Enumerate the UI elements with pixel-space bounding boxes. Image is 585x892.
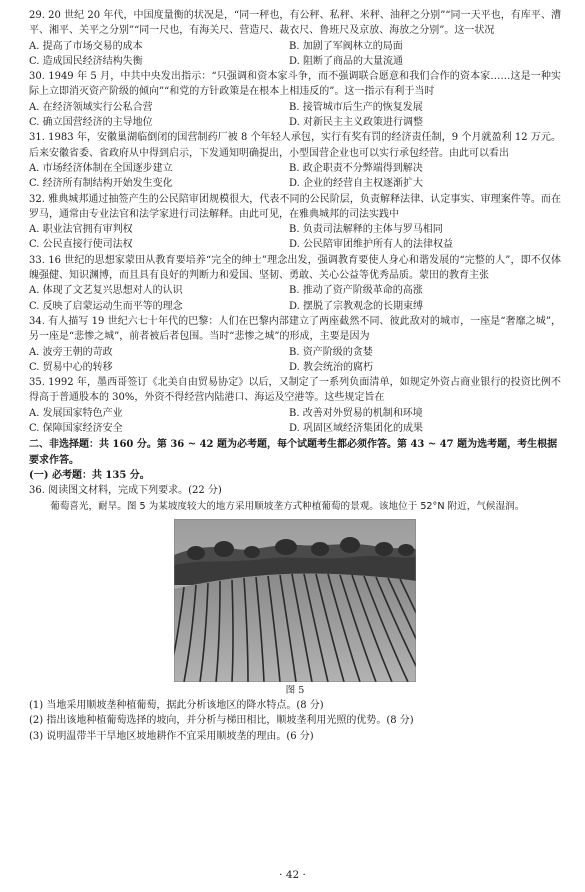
option-a: A. 市场经济体制在全国逐步建立 — [29, 162, 173, 174]
option-b: B. 接管城市后生产的恢复发展 — [289, 101, 423, 113]
options-grid — [29, 406, 561, 437]
option-b: B. 负责司法解释的主体与罗马相同 — [289, 224, 443, 236]
option-c: C. 确立国营经济的主导地位 — [29, 117, 153, 129]
question-stem: 36. 阅读图文材料，完成下列要求。(22 分) — [29, 485, 222, 497]
option-a: A. 在经济领域实行公私合营 — [29, 101, 153, 113]
option-a: A. 职业法官拥有审判权 — [29, 224, 133, 236]
option-b: B. 资产阶级的贪婪 — [289, 346, 373, 358]
question-stem: 31. 1983 年，安徽巢湖临倒闭的国营制药厂被 8 个年轻人承包，实行有奖有罚的经济责任制，9 个月就盈利 12 万元。后来安徽省委、省政府从中得到启示，下发通知明确提出，小型国营企业也可以实行承包经营。由此可以看出 — [29, 132, 561, 159]
options-grid — [29, 161, 561, 192]
options-grid — [29, 100, 561, 131]
vineyard-photo — [174, 519, 416, 682]
option-a: A. 提高了市场交易的成本 — [29, 40, 143, 52]
option-d: D. 对新民主主义政策进行调整 — [289, 117, 424, 129]
option-b: B. 政企职责不分弊端得到解决 — [289, 162, 423, 174]
option-d: D. 教会统治的腐朽 — [289, 361, 374, 373]
question-29 — [29, 8, 561, 69]
question-34 — [29, 314, 561, 375]
option-c: C. 贸易中心的转移 — [29, 361, 113, 373]
option-a: A. 发展国家特色产业 — [29, 407, 123, 419]
question-36 — [29, 483, 561, 744]
options-grid — [29, 283, 561, 314]
question-33 — [29, 253, 561, 314]
question-stem: 33. 16 世纪的思想家蒙田从教育要培养“完全的绅士”理念出发，强调教育要使人身心和谐发展的“完整的人”，即不仅体魄强健、知识渊博，而且具有良好的判断力和爱国、坚韧、勇敢、关心公益等优秀品质。蒙田的教育主张 — [29, 254, 561, 282]
question-stem: 29. 20 世纪 20 年代，中国度量衡的状况是，“同一秤也，有公秤、私秤、米秤、油秤之分别”“同一天平也，有库平、漕平、湘平、关平之分别”“同一尺也，有海关尺、营造尺、裁衣尺、鲁班尺及京放、海放之分别”。这一状况 — [29, 10, 561, 37]
options-grid — [29, 345, 561, 376]
option-b: B. 推动了资产阶级革命的高涨 — [289, 285, 423, 297]
option-b: B. 改善对外贸易的机制和环境 — [289, 407, 423, 419]
option-d: D. 公民陪审团维护所有人的法律权益 — [289, 239, 454, 251]
options-grid — [29, 39, 561, 70]
option-d: D. 阻断了商品的大量流通 — [289, 55, 404, 67]
option-a: A. 体现了文艺复兴思想对人的认识 — [29, 285, 183, 297]
page-number: · 42 · — [279, 869, 306, 881]
question-stem: 34. 有人描写 19 世纪六七十年代的巴黎：人们在巴黎内部建立了两座截然不同、彼此敌对的城市，一座是“奢靡之城”，另一座是“悲惨之城”，前者被后者包围。当时“悲惨之城”的形成，主要是因为 — [29, 315, 561, 343]
question-31 — [29, 130, 561, 191]
subsection-heading: (一) 必考题：共 135 分。 — [29, 469, 150, 481]
subquestion-2: (2) 指出该地种植葡萄选择的坡向，并分析与梯田相比，顺坡垄利用光照的优势。(8 分) — [29, 715, 414, 727]
options-grid — [29, 222, 561, 253]
subquestion-3: (3) 说明温带半干旱地区坡地耕作不宜采用顺坡垄的理由。(6 分) — [29, 730, 314, 742]
option-b: B. 加剧了军阀林立的局面 — [289, 40, 403, 52]
option-c: C. 保障国家经济安全 — [29, 423, 123, 435]
option-c: C. 经济所有制结构开始发生变化 — [29, 178, 173, 190]
question-stem: 32. 雅典城邦通过抽签产生的公民陪审团规模很大，代表不同的公民阶层，负责解释法律、认定事实、审理案件等。而在罗马，通常由专业法官和法学家进行司法解释。由此可见，在雅典城邦的司法实践中 — [29, 193, 561, 220]
question-35 — [29, 375, 561, 436]
question-32 — [29, 192, 561, 253]
option-a: A. 波旁王朝的苛政 — [29, 346, 113, 358]
question-material: 葡萄喜光，耐旱。图 5 为某坡度较大的地方采用顺坡垄方式种植葡萄的景观。该地位于 52°N 附近，气候湿润。 — [50, 500, 525, 512]
option-d: D. 摆脱了宗教观念的长期束缚 — [289, 300, 424, 312]
question-stem: 35. 1992 年，墨西哥签订《北美自由贸易协定》以后，又制定了一系列负面清单，如规定外资占商业银行的投资比例不得高于普通股本的 30%，外资不得经营内陆港口、海运及空港等。这些规定旨在 — [29, 377, 561, 404]
option-c: C. 公民直接行使司法权 — [29, 239, 133, 251]
option-c: C. 反映了启蒙运动生而平等的理念 — [29, 300, 183, 312]
subquestion-1: (1) 当地采用顺坡垄种植葡萄，据此分析该地区的降水特点。(8 分) — [29, 700, 324, 711]
figure — [29, 519, 561, 698]
question-stem: 30. 1949 年 5 月，中共中央发出指示：“只强调和资本家斗争，而不强调联合愿意和我们合作的资本家……这是一种实际上立即消灭资产阶级的倾向”“和党的方针政策是在根本上相违反的”。这一指示有利于当时 — [29, 71, 561, 98]
figure-caption: 图 5 — [285, 685, 305, 696]
question-30 — [29, 69, 561, 130]
option-c: C. 造成国民经济结构失衡 — [29, 55, 143, 67]
option-d: D. 企业的经营自主权逐渐扩大 — [289, 178, 424, 190]
section-heading: 二、非选择题：共 160 分。第 36 ~ 42 题为必考题，每个试题考生都必须作答。第 43 ~ 47 题为选考题，考生根据要求作答。 — [29, 439, 558, 466]
option-d: D. 巩固区域经济集团化的成果 — [289, 423, 424, 435]
